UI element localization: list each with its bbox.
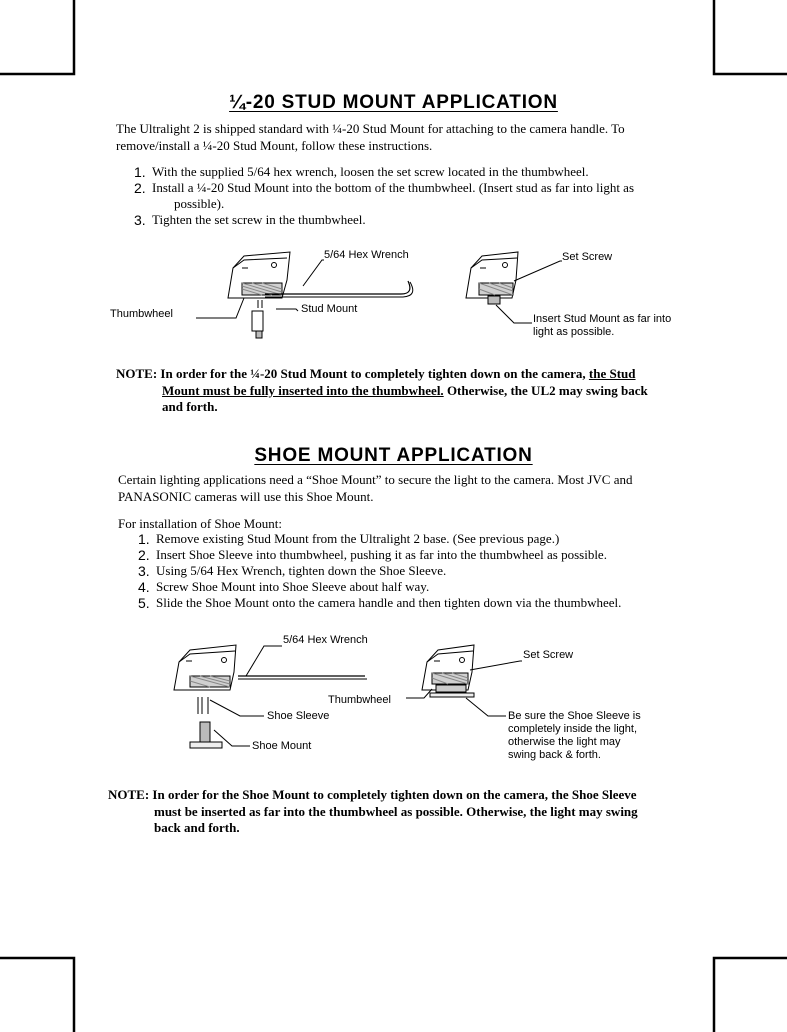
stud-intro-line-2: remove/install a ¼-20 Stud Mount, follow these instructions. — [116, 137, 433, 153]
list-item — [138, 595, 696, 611]
step-number: 5. — [138, 595, 150, 611]
shoe-note-line-1: NOTE: In order for the Shoe Mount to completely tighten down on the camera, the Shoe Sleeve — [108, 787, 637, 802]
list-item — [138, 531, 696, 547]
step-text: Screw Shoe Mount into Shoe Sleeve about half way. — [156, 579, 430, 594]
step-number: 3. — [134, 212, 146, 228]
step-text: Install a ¼-20 Stud Mount into the bottom of the thumbwheel. (Insert stud as far into light as — [152, 180, 635, 195]
crop-mark-top-left — [0, 0, 76, 76]
crop-mark-bottom-left — [0, 956, 76, 1032]
label-set-screw-1: Set Screw — [562, 251, 613, 263]
leader-shoe-sleeve — [210, 700, 264, 716]
label-hex-wrench-2: 5/64 Hex Wrench — [283, 634, 368, 646]
label-be-sure-3: otherwise the light may — [508, 736, 621, 748]
shoe-note — [108, 787, 688, 837]
step-number: 2. — [138, 547, 150, 563]
label-be-sure-4: swing back & forth. — [508, 749, 601, 761]
leader-shoe-mount — [214, 730, 250, 746]
list-item — [138, 547, 696, 563]
leader-thumbwheel — [196, 298, 244, 318]
shoe-mount-title: SHOE MOUNT APPLICATION — [254, 445, 533, 466]
leader-set-screw — [514, 261, 562, 281]
label-set-screw-2: Set Screw — [523, 649, 574, 661]
stud-note — [116, 366, 696, 416]
label-thumbwheel-1: Thumbwheel — [110, 308, 173, 320]
step-number: 2. — [134, 180, 146, 196]
step-number: 3. — [138, 563, 150, 579]
label-stud-mount: Stud Mount — [301, 303, 358, 315]
crop-mark-bottom-right — [711, 956, 787, 1032]
step-text: Insert Shoe Sleeve into thumbwheel, pushing it as far into the thumbwheel as possible. — [156, 547, 607, 562]
stud-steps-list — [134, 164, 692, 228]
list-item — [134, 212, 692, 228]
leader-hex-wrench-2 — [246, 646, 282, 676]
leader-be-sure — [466, 698, 506, 716]
list-item — [138, 579, 696, 595]
leader-insert — [496, 305, 532, 323]
leader-stud-mount — [276, 309, 298, 311]
step-number: 1. — [134, 164, 146, 180]
label-shoe-mount: Shoe Mount — [252, 740, 312, 752]
label-be-sure-2: completely inside the light, — [508, 723, 638, 735]
label-insert-stud-1: Insert Stud Mount as far into — [533, 313, 672, 325]
leader-set-screw-2 — [470, 661, 522, 670]
step-text: Using 5/64 Hex Wrench, tighten down the Shoe Sleeve. — [156, 563, 447, 578]
list-item — [138, 563, 696, 579]
stud-left-thumbwheel — [242, 283, 282, 295]
shoe-left-light-body — [174, 645, 236, 690]
label-hex-wrench-1: 5/64 Hex Wrench — [324, 249, 409, 261]
shoe-intro — [118, 472, 698, 505]
label-thumbwheel-2: Thumbwheel — [328, 694, 391, 706]
stud-right-light-body — [466, 252, 518, 298]
step-text-continued: possible). — [174, 196, 225, 211]
stud-note-line-3: and forth. — [162, 399, 218, 414]
stud-note-underlined-2: Mount must be fully inserted into the thumbwheel. — [162, 382, 444, 398]
label-be-sure-1: Be sure the Shoe Sleeve is — [508, 710, 641, 722]
step-text: Slide the Shoe Mount onto the camera handle and then tighten down via the thumbwheel. — [156, 595, 622, 610]
label-insert-stud-2: light as possible. — [533, 326, 615, 338]
step-text: Tighten the set screw in the thumbwheel. — [152, 212, 366, 227]
crop-mark-top-right — [711, 0, 787, 76]
step-number: 1. — [138, 531, 150, 547]
label-shoe-sleeve: Shoe Sleeve — [267, 710, 330, 722]
step-number: 4. — [138, 579, 150, 595]
shoe-intro-line-2: PANASONIC cameras will use this Shoe Mount. — [118, 488, 374, 504]
leader-hex-wrench — [303, 260, 324, 286]
list-item — [134, 164, 692, 180]
step-text: With the supplied 5/64 hex wrench, loosen the set screw located in the thumbwheel. — [152, 164, 589, 179]
stud-intro — [116, 121, 696, 154]
stud-intro-line-1: The Ultralight 2 is shipped standard with ¼-20 Stud Mount for attaching to the camera handle. To — [116, 121, 625, 136]
leader-thumbwheel-2 — [406, 689, 432, 698]
stud-note-rest: Otherwise, the UL2 may swing back — [443, 382, 648, 398]
stud-note-prefix: NOTE: In order for the ¼-20 Stud Mount to completely tighten down on the camera, — [116, 366, 589, 381]
shoe-note-line-3: back and forth. — [154, 820, 240, 835]
list-item — [134, 180, 692, 212]
shoe-right-light-body — [422, 645, 474, 690]
stud-note-underlined-1: the Stud — [588, 366, 636, 381]
stud-left-light-body — [228, 252, 290, 298]
shoe-install-heading: For installation of Shoe Mount: — [118, 516, 282, 531]
stud-mount-title: ¼-20 STUD MOUNT APPLICATION — [229, 92, 558, 113]
shoe-intro-line-1: Certain lighting applications need a “Shoe Mount” to secure the light to the camera. Most JVC and — [118, 472, 633, 487]
shoe-steps-list — [138, 531, 696, 611]
shoe-note-line-2: must be inserted as far into the thumbwheel as possible. Otherwise, the light may swing — [154, 803, 638, 819]
step-text: Remove existing Stud Mount from the Ultralight 2 base. (See previous page.) — [156, 531, 560, 546]
